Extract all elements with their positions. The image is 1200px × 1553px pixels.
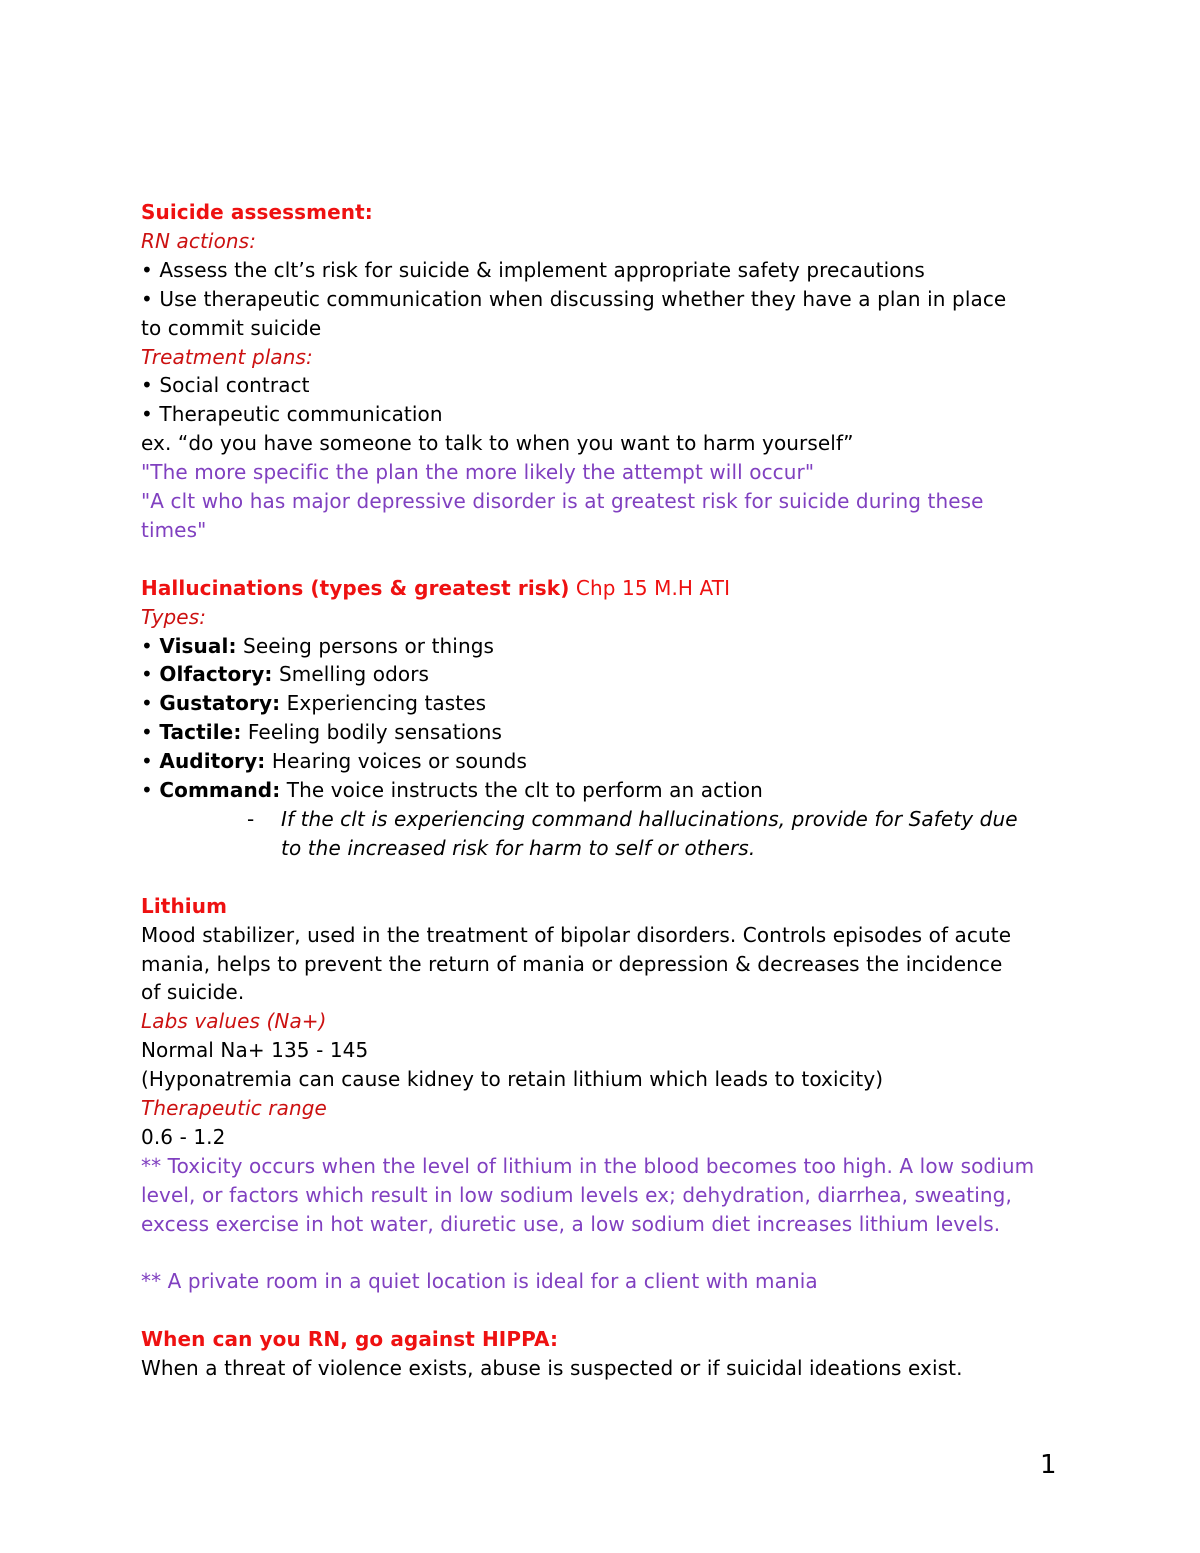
list-item: • Use therapeutic communication when discussing whether they have a plan in place to commit suicide	[141, 286, 1007, 340]
rn-actions-label: RN actions:	[141, 228, 257, 253]
bullet-icon: •	[141, 662, 153, 687]
hallucinations-reference: Chp 15 M.H ATI	[575, 575, 731, 600]
private-room-note: ** A private room in a quiet location is ideal for a client with mania	[141, 1269, 818, 1294]
bullet-icon: •	[141, 286, 153, 311]
normal-sodium: Normal Na+ 135 - 145	[141, 1038, 369, 1063]
bullet-icon: •	[141, 257, 153, 282]
quote-specific-plan: "The more specific the plan the more likely the attempt will occur"	[141, 460, 815, 485]
list-item: • Visual: Seeing persons or things	[141, 633, 495, 658]
list-item: • Gustatory: Experiencing tastes	[141, 691, 487, 716]
page-number: 1	[1040, 1450, 1057, 1480]
bullet-icon: •	[141, 402, 153, 427]
lithium-description: Mood stabilizer, used in the treatment of bipolar disorders. Controls episodes of acute mania, helps to prevent the return of mania or depression & decreases the incidence of suicide.	[141, 922, 1012, 1005]
bullet-icon: •	[141, 778, 153, 803]
treatment-plans-label: Treatment plans:	[141, 344, 313, 369]
suicide-heading: Suicide assessment:	[141, 200, 373, 224]
hallucinations-heading-row	[141, 574, 1061, 603]
therapeutic-range-label: Therapeutic range	[141, 1096, 327, 1121]
command-safety-text: If the clt is experiencing command hallucinations, provide for Safety due to the increased risk for harm to self or others.	[281, 807, 1018, 860]
bullet-icon: •	[141, 720, 153, 745]
bullet-icon: •	[141, 749, 153, 774]
list-item: • Olfactory: Smelling odors	[141, 662, 430, 687]
types-label: Types:	[141, 604, 207, 629]
command-safety-note	[141, 805, 1061, 863]
document-body	[141, 198, 1061, 1383]
labs-values-label: Labs values (Na+)	[141, 1009, 327, 1034]
list-item: • Therapeutic communication	[141, 402, 443, 427]
hippa-text: When a threat of violence exists, abuse is suspected or if suicidal ideations exist.	[141, 1356, 963, 1381]
bullet-icon: •	[141, 691, 153, 716]
hippa-heading: When can you RN, go against HIPPA:	[141, 1327, 559, 1352]
bullet-icon: •	[141, 633, 153, 658]
lithium-heading: Lithium	[141, 893, 228, 918]
list-item: • Assess the clt’s risk for suicide & implement appropriate safety precautions	[141, 257, 925, 282]
dash-marker: -	[247, 807, 255, 832]
example-text: ex. “do you have someone to talk to when you want to harm yourself”	[141, 431, 854, 456]
toxicity-note: ** Toxicity occurs when the level of lithium in the blood becomes too high. A low sodium level, or factors which result in low sodium levels ex; dehydration, diarrhea, sweating, excess exercise in hot water, diuretic use, a low sodium diet increases lithium levels.	[141, 1153, 1035, 1236]
list-item: • Command: The voice instructs the clt to perform an action	[141, 778, 763, 803]
list-item: • Tactile: Feeling bodily sensations	[141, 720, 503, 745]
therapeutic-range-value: 0.6 - 1.2	[141, 1124, 226, 1149]
hallucinations-heading: Hallucinations (types & greatest risk)	[141, 575, 570, 600]
quote-major-depressive: "A clt who has major depressive disorder is at greatest risk for suicide during these times"	[141, 489, 984, 542]
list-item: • Auditory: Hearing voices or sounds	[141, 749, 527, 774]
hyponatremia-note: (Hyponatremia can cause kidney to retain lithium which leads to toxicity)	[141, 1067, 884, 1092]
bullet-icon: •	[141, 373, 153, 398]
list-item: • Social contract	[141, 373, 310, 398]
